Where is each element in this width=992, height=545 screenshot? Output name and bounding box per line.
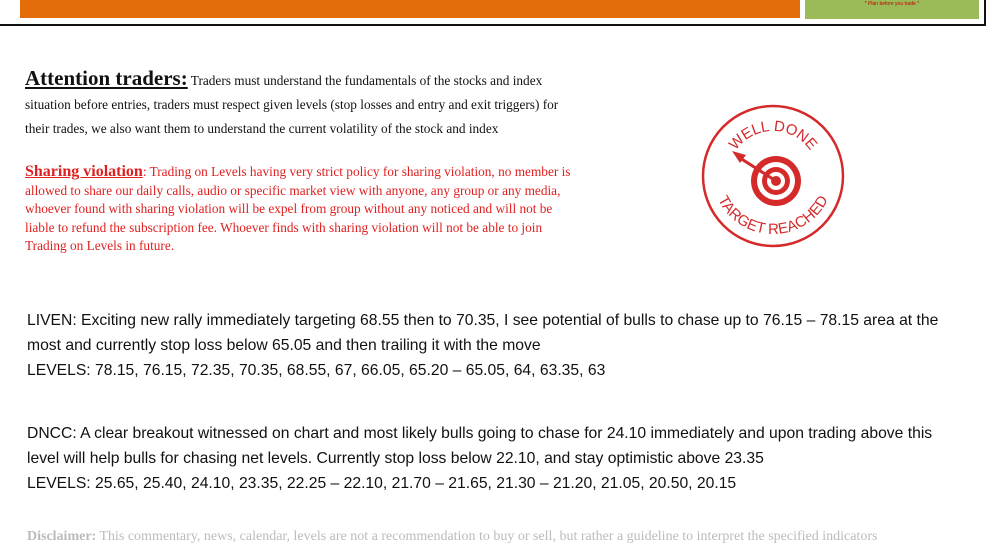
- attention-title: Attention traders:: [25, 66, 188, 90]
- stamp-top-text: WELL DONE: [725, 117, 821, 154]
- attention-paragraph: [25, 66, 585, 141]
- call-text: LIVEN: Exciting new rally immediately targeting 68.55 then to 70.35, I see potential of bulls to chase up to 76.15 – 78.15 area at the most and currently stop loss below 65.05 and then trailing it with the move: [27, 312, 939, 354]
- disclaimer: [27, 529, 877, 545]
- stamp-bottom-text: TARGET REACHED: [714, 192, 832, 239]
- sharing-text: : Trading on Levels having very strict policy for sharing violation, no member is allowed to share our daily calls, audio or specific market view with anyone, any group or any media, whoever found with sharing violation will be expel from group without any noticed and will not be liable to refund the subscription fee. Whoever finds with sharing violation will not be able to join Trading on Levels in future.: [25, 164, 571, 253]
- logo-tagline: * Plan before you trade *: [864, 1, 920, 7]
- call-text: DNCC: A clear breakout witnessed on chart and most likely bulls going to chase for 24.10 immediately and upon trading above this level will help bulls for chasing net levels. Currently stop loss below 22.10, and stay optimistic above 23.35: [27, 425, 933, 467]
- call-liven: [27, 308, 947, 383]
- disclaimer-title: Disclaimer:: [27, 529, 97, 544]
- header-logo-box: [805, 0, 979, 19]
- sharing-title: Sharing violation: [25, 163, 143, 180]
- call-levels: LEVELS: 78.15, 76.15, 72.35, 70.35, 68.55, 67, 66.05, 65.20 – 65.05, 64, 63.35, 63: [27, 362, 606, 379]
- sharing-paragraph: [25, 163, 585, 256]
- target-icon: [732, 151, 801, 206]
- header-orange-bar: [20, 0, 800, 18]
- well-done-stamp: [700, 103, 846, 249]
- svg-text:WELL DONE: [726, 118, 821, 153]
- call-levels: LEVELS: 25.65, 25.40, 24.10, 23.35, 22.25 – 22.10, 21.70 – 21.65, 21.30 – 21.20, 21.05, 20.50, 20.15: [27, 475, 737, 492]
- attention-text: Traders must understand the fundamentals of the stocks and index situation before entries, traders must respect given levels (stop losses and entry and exit triggers) for their trades, we also want them to understand the current volatility of the stock and index: [25, 73, 559, 136]
- call-dncc: [27, 421, 947, 496]
- disclaimer-text: This commentary, news, calendar, levels are not a recommendation to buy or sell, but rather a guideline to interpret the specified indicators: [96, 529, 878, 544]
